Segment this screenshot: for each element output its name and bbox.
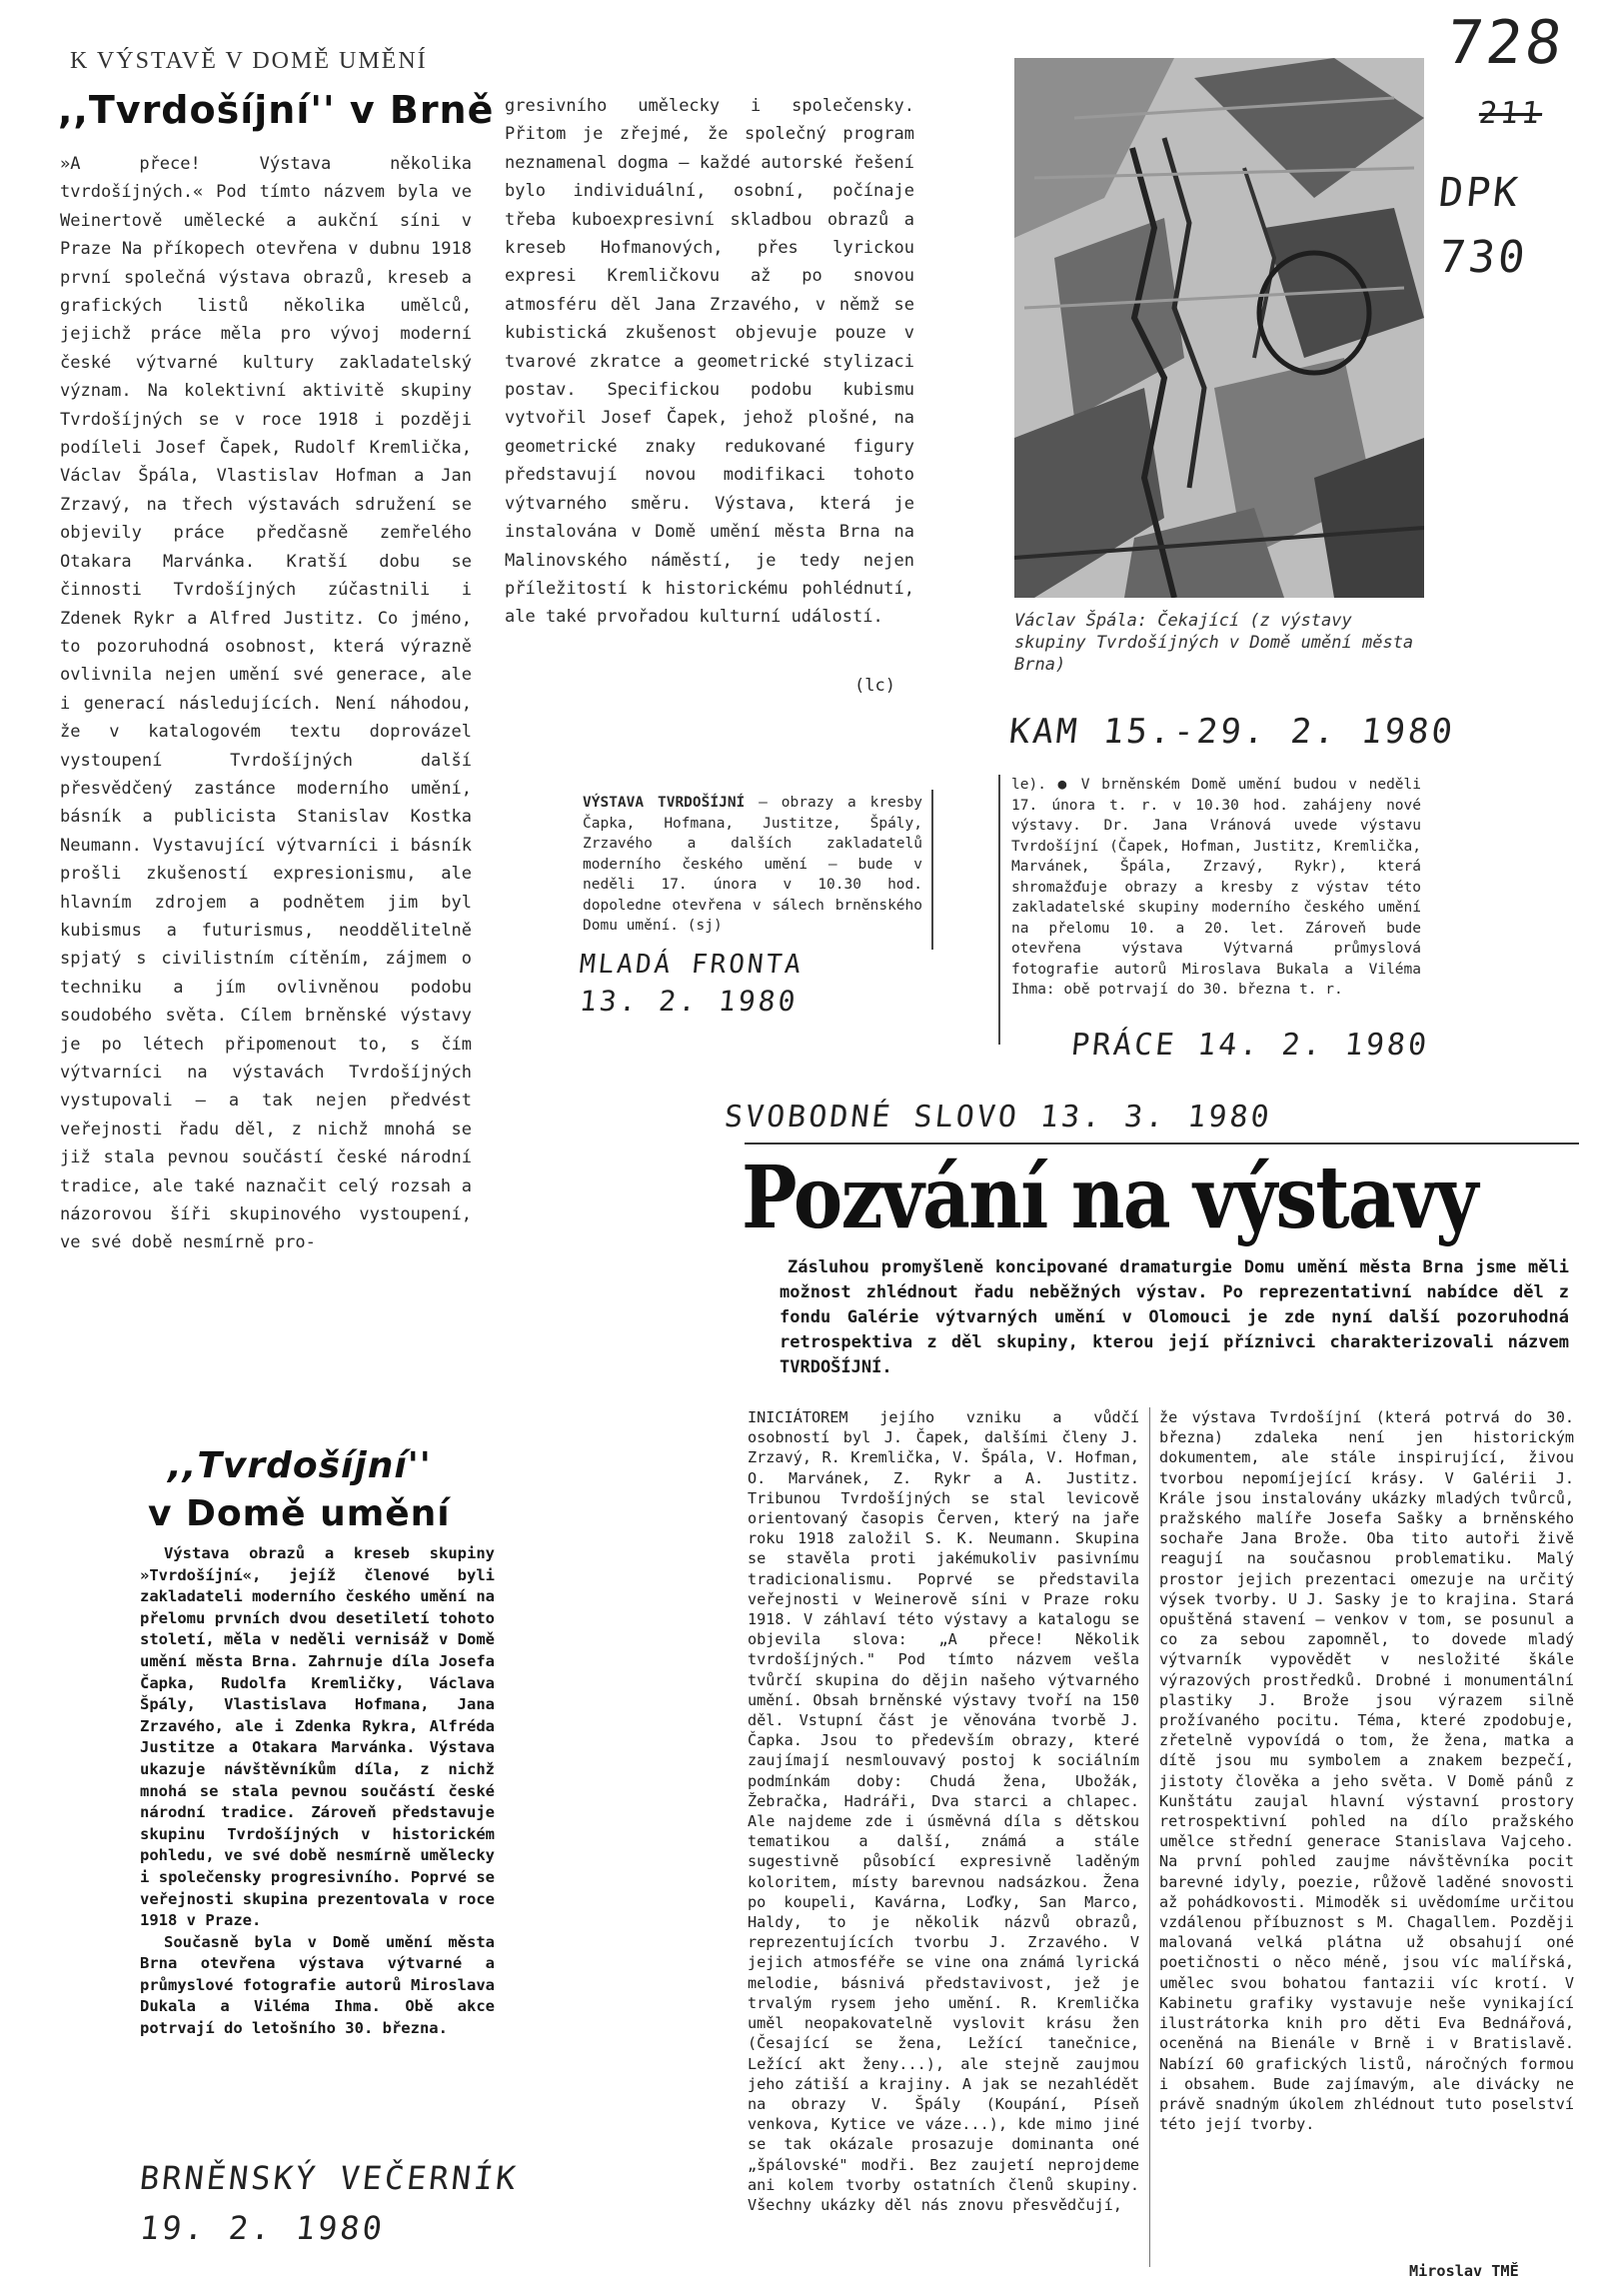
- ss-source: SVOBODNÉ SLOVO 13. 3. 1980: [723, 1100, 1274, 1135]
- archive-number-struck: 211: [1477, 96, 1545, 131]
- ss-top-rule: [745, 1143, 1579, 1145]
- article-column-1: »A přece! Výstava několika tvrdošíjných.« Pod tímto názvem byla ve Weinertově umělecké a aukční síni v Praze Na příkopech otevřena v dubnu 1918 první společná výstava obrazů, kreseb a grafických listů několika umělců, jejichž práce měla pro vývoj moderní české výtvarné kultury zakladatelský význam. Na kolektivní aktivitě skupiny Tvrdošíjných se v roce 1918 i později podíleli Josef Čapek, Rudolf Kremlička, Václav Špála, Vlastislav Hofman a Jan Zrzavý, na třech výstavách sdružení se objevily práce předčasně zemřelého Otakara Marvánka. Kratší dobu se činnosti Tvrdošíjných zúčastnili i Zdenek Rykr a Alfred Justitz. Co jméno, to pozoruhodná osobnost, která výrazně ovlivnila nejen umění své generace, ale i generací následujících. Není náhodou, že v katalogovém textu doprovázel vystoupení Tvrdošíjných další přesvědčený zastánce moderního umění, básník a publicista Stanislav Kostka Neumann. Vystavující výtvarníci i básník prošli zkušeností expresionismu, ale hlavním zdrojem a podnětem jim byl kubismus a futurismus, neoddělitelně spjatý s civilistním cítěním, zájmem o techniku a jím ovlivněnou podobu soudobého světa. Cílem brněnské výstavy je po létech připomenout to, s čím výtvarníci na výstavách Tvrdošíjných vystupovali — a tak nejen předvést veřejnosti řadu děl, z nichž mnohá se již stala pevnou součástí české národní tradice, ale také naznačit celý rozsah a názorovou šíři skupinového vystoupení, ve své době nesmírně pro-: [60, 154, 472, 1253]
- ss-lead: Zásluhou promyšleně koncipované dramaturgie Domu umění města Brna jsme měli možnost zhlédnout řadu neběžných výstav. Po reprezentativní nabídce děl z fondu Galérie výtvarných umění v Olomouci je zde nyní další pozoruhodná retrospektiva z děl skupiny, kterou její příznivci charakterizovali názvem TVRDOŠÍJNÍ.: [780, 1257, 1569, 1377]
- mf-source-line1: MLADÁ FRONTA: [578, 950, 805, 980]
- ss-column-1: INICIÁTOREM jejího vzniku a vůdčí osobností byl J. Čapek, dalšími členy J. Zrzavý, R. Kremlička, V. Špála, V. Hofman, O. Marvánek, Z. Rykr a A. Justitz. Tribunou Tvrdošíjných se stal levicově orientovaný časopis Červen, který na jaře roku 1918 založil S. K. Neumann. Skupina se stavěla proti jakémukoliv pasivnímu tradicionalismu. Poprvé se představila veřejnosti v Weinerově síni v Praze roku 1918. V záhlaví této výstavy a katalogu se objevila slova: „A přece! Několik tvrdošíjných." Pod tímto názvem vešla tvůrčí skupina do dějin našeho výtvarného umění. Obsah brněnské výstavy tvoří na 150 děl. Vstupní část je věnována tvorbě J. Čapka. Jsou to především obrazy, které zaujímají nesmlouvavý postoj k sociálním podmínkám doby: Chudá žena, Ubožák, Žebračka, Hadráři, Dva starci a chlapec. Ale najdeme zde i úsměvná díla s dětskou tematikou a další, známá a stále sugestivně působící expresivně laděným koloritem, místy barevnou nadsázkou. Žena po koupeli, Kavárna, Loďky, San Marco, Haldy, to je několik názvů obrazů, reprezentujících tvorbu J. Zrzavého. V jejich atmosféře se vine ona známá lyrická melodie, básnivá představivost, jež je trvalým rysem jeho umění. R. Kremlička uměl neopakovatelně vyslovit krásu žen (Česající se žena, Ležící tanečnice, Ležící akt ženy...), ale stejně zaujmou jeho zátiší a krajiny. A jak se nezahlédět na obrazy V. Špály (Koupání, Píseň venkova, Kytice ve váze...), kde mimo jiné se tak okázale prosazuje dominanta oné „špálovské" modři. Bez zaujetí neprojdeme ani kolem tvorby ostatních členů skupiny. Všechny ukázky děl nás znovu přesvědčují,: [748, 1408, 1139, 2214]
- mf-clip: [583, 793, 922, 937]
- mf-body: — obrazy a kresby Čapka, Hofmana, Justitze, Špály, Zrzavého a dalších zakladatelů moderního českého umění — bude v neděli 17. února v 10.30 hod. dopoledne otevřena v sálech brněnského Domu umění.: [583, 795, 922, 934]
- bv-headline-line1: ,,Tvrdošíjní'': [168, 1445, 432, 1486]
- bv-text-1: Výstava obrazů a kreseb skupiny »Tvrdošíjní«, jejíž členové byli zakladateli moderního českého umění na přelomu prvních dvou desetiletí tohoto století, měla v neděli vernisáž v Domě umění města Brna. Zahrnuje díla Josefa Čapka, Rudolfa Kremličky, Václava Špály, Vlastislava Hofmana, Jana Zrzavého, ale i Zdenka Rykra, Alfréda Justitze a Otakara Marvánka. Výstava ukazuje návštěvníkům díla, z nichž mnohá se stala pevnou součástí české národní tradice. Zároveň představuje skupinu Tvrdošíjných v historickém pohledu, ve své době nesmírně umělecky i společensky progresivního. Poprvé se veřejnosti skupina prezentovala v roce 1918 v Praze.: [140, 1544, 495, 1930]
- archive-number: 728: [1443, 8, 1569, 78]
- mf-label: VÝSTAVA TVRDOŠÍJNÍ: [583, 795, 746, 811]
- painting-caption: Václav Špála: Čekající (z výstavy skupiny Tvrdošíjných v Domě umění města Brna): [1014, 611, 1414, 675]
- prace-text: le). ● V brněnském Domě umění budou v neděli 17. února t. r. v 10.30 hod. zahájeny nové výstavy. Dr. Jana Vránová uvede výstavu Tvrdošíjní (Čapek, Hofman, Justitz, Kremlička, Marvánek, Špála, Zrzavý, Rykr), která shromažďuje obrazy a kresby z výstav této zakladatelské skupiny moderního českého umění na přelomu 10. a 20. let. Zároveň bude otevřena výstava Výtvarná průmyslová fotografie autorů Miroslava Bukala a Viléma Ihma: obě potrvají do 30. března t. r.: [1011, 777, 1421, 998]
- mf-rule: [931, 790, 933, 950]
- bv-clip: [140, 1543, 495, 2040]
- prace-rule: [998, 775, 1000, 1045]
- bv-headline-line2: v Domě umění: [148, 1493, 451, 1534]
- archive-number-alt: 730: [1436, 232, 1531, 283]
- ss-signature: Miroslav TMĚ: [1409, 2262, 1519, 2280]
- bv-source-line2: 19. 2. 1980: [138, 2209, 387, 2247]
- prace-source: PRÁCE 14. 2. 1980: [1069, 1028, 1431, 1063]
- painting-photo: [1014, 58, 1424, 598]
- mf-text: [583, 793, 922, 937]
- archive-code: DPK: [1436, 170, 1523, 216]
- mf-signature: (sj): [687, 918, 723, 934]
- ss-headline: Pozvání na výstavy: [742, 1148, 1477, 1248]
- bv-text-2: Současně byla v Domě umění města Brna otevřena výstava výtvarné a průmyslové fotografie autorů Miroslava Dukala a Viléma Ihma. Obě akce potrvají do letošního 30. března.: [140, 1932, 495, 2038]
- bv-source-line1: BRNĚNSKÝ VEČERNÍK: [138, 2159, 521, 2197]
- article-column-2: gresivního umělecky i společensky. Přitom je zřejmé, že společný program neznamenal dogma — každé autorské řešení bylo individuální, osobní, počínaje třeba kuboexpresivní skladbou obrazů a kreseb Hofmanových, přes lyrickou expresi Kremličkovu až po snovou atmosféru děl Jana Zrzavého, v němž se kubistická zkušenost objevuje pouze v tvarové zkratce a geometrické stylizaci postav. Specifickou podobu kubismu vytvořil Josef Čapek, jehož plošné, na geometrické znaky redukované figury představují novou modifikaci tohoto výtvarného směru. Výstava, která je instalována v Domě umění města Brna na Malinovského náměstí, je tedy nejen příležitostí k historickému pohlédnutí, ale také prvořadou kulturní událostí.: [505, 96, 914, 628]
- kam-source: KAM 15.-29. 2. 1980: [1006, 712, 1458, 752]
- ss-column-2: že výstava Tvrdošíjní (která potrvá do 30. března) zdaleka není jen historickým dokumentem, ale stále inspirující, živou tvorbou nepomíjející krásy. V Galérii J. Krále jsou instalovány ukázky mladých tvůrců, pražského malíře Josefa Sašky a brněnského sochaře Jana Brože. Oba tito autoři živě reagují na současnou problematiku. Malý prostor jejich prezentaci omezuje na určitý výsek tvorby. U J. Sasky je to krajina. Stará opuštěná stavení — venkov v tom, se posunul a co za sebou zapomněl, to dovede mladý výtvarník vypovědět v nesložité škále výrazových prostředků. Drobné i monumentální plastiky J. Brože jsou výrazem silně prožívaného pocitu. Téma, které zpodobuje, zřetelně vypovídá o tom, že žena, matka a dítě jsou mu symbolem a znakem bezpečí, jistoty člověka a jeho světa. V Domě pánů z Kunštátu zaujal hlavní výstavní prostory retrospektivní pohled na dílo pražského umělce střední generace Stanislava Vajceho. Na první pohled zaujme návštěvníka pocit barevné idyly, poezie, růžově laděné snovosti až pohádkovosti. Mimoděk si uvědomíme určitou vzdálenou příbuznost s M. Chagallem. Později malovaná velká plátna už obsahují oné poetičnosti o něco méně, jsou víc malířská, umělec svou bohatou fantazii víc krotí. V Kabinetu grafiky vystavuje neše vynikající ilustrátorka knih pro děti Eva Bednářová, oceněná na Bienále v Brně i v Bratislavě. Nabízí 60 grafických listů, náročných formou i obsahem. Bude zajímavým, ale divácky ne právě snadným úkolem zhlédnout tuto poselství této její tvorby.: [1159, 1408, 1574, 2134]
- article-kicker: K VÝSTAVĚ V DOMĚ UMĚNÍ: [70, 48, 428, 74]
- article-headline: ,,Tvrdošíjní'' v Brně: [58, 88, 495, 132]
- article-signature: (lc): [854, 676, 895, 696]
- ss-column-divider: [1149, 1407, 1150, 2267]
- mf-source-line2: 13. 2. 1980: [578, 985, 800, 1018]
- painting-image: [1014, 58, 1424, 598]
